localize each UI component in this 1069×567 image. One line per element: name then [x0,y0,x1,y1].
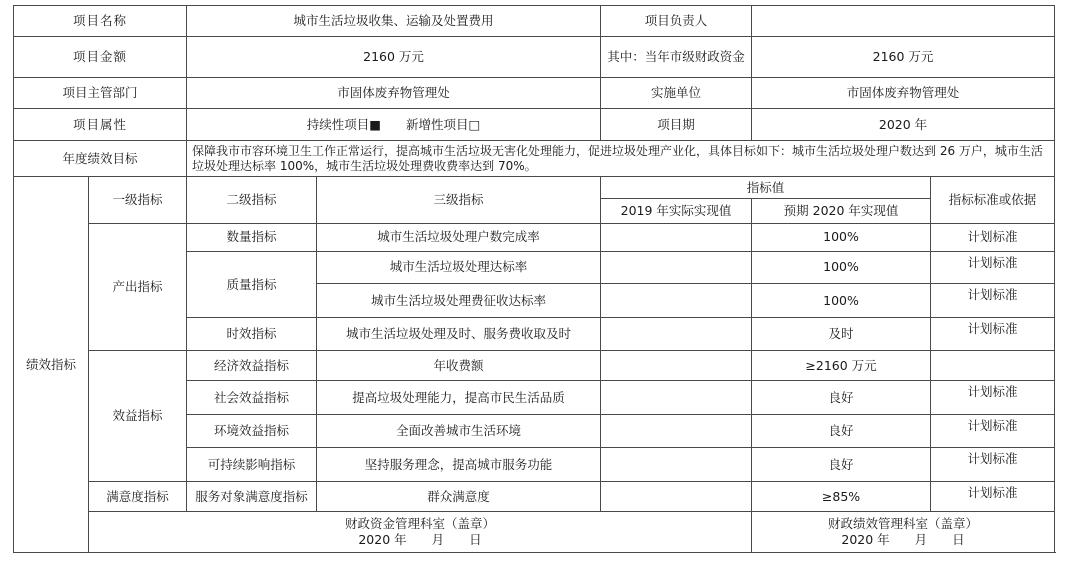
value-2020-cell: ≥2160 万元 [752,350,931,380]
basis-cell: 计划标准 [931,224,1055,251]
level1-benefit: 效益指标 [89,350,187,481]
level2-cell: 社会效益指标 [187,381,317,414]
level3-cell: 城市生活垃圾处理达标率 [317,251,601,283]
level2-cell: 经济效益指标 [187,350,317,380]
annual-goal-label: 年度绩效目标 [14,140,187,177]
level2-cell: 质量指标 [187,251,317,318]
project-leader-value [752,6,1055,37]
implementing-unit-label: 实施单位 [601,78,752,109]
value-2020-cell: 良好 [752,414,931,447]
fiscal-fund-value: 2160 万元 [752,37,1055,78]
basis-cell: 计划标准 [931,318,1055,350]
level2-cell: 可持续影响指标 [187,448,317,481]
row-project-name [14,6,1055,37]
level2-cell: 环境效益指标 [187,414,317,447]
level3-cell: 坚持服务理念，提高城市服务功能 [317,448,601,481]
level2-cell: 数量指标 [187,224,317,251]
value-2019-cell [601,350,752,380]
value-2019-cell [601,481,752,511]
row-department [14,78,1055,109]
basis-cell: 计划标准 [931,481,1055,511]
project-name-value: 城市生活垃圾收集、运输及处置费用 [187,6,601,37]
value-2019-cell [601,224,752,251]
project-period-label: 项目期 [601,109,752,140]
value-2019-cell [601,318,752,350]
finance-fund-office-title: 财政资金管理科室（盖章） [345,516,496,532]
department-value: 市固体废弃物管理处 [187,78,601,109]
performance-indicators-group: 绩效指标 [14,177,89,553]
table-row [14,224,1055,251]
level2-cell: 服务对象满意度指标 [187,481,317,511]
level1-satisfaction: 满意度指标 [89,481,187,511]
basis-cell: 计划标准 [931,381,1055,414]
project-amount-label: 项目金额 [14,37,187,78]
header-level1: 一级指标 [89,177,187,224]
project-period-value: 2020 年 [752,109,1055,140]
value-2019-cell [601,283,752,318]
performance-target-table [13,5,1055,553]
value-2020-cell: 100% [752,251,931,283]
project-attribute-label: 项目属性 [14,109,187,140]
project-leader-label: 项目负责人 [601,6,752,37]
basis-cell: 计划标准 [931,283,1055,318]
level3-cell: 城市生活垃圾处理费征收达标率 [317,283,601,318]
value-2020-cell: 100% [752,283,931,318]
finance-fund-office-seal [89,512,752,553]
header-basis: 指标标准或依据 [931,177,1055,224]
implementing-unit-value: 市固体废弃物管理处 [752,78,1055,109]
annual-goal-value: 保障我市市容环境卫生工作正常运行，提高城市生活垃圾无害化处理能力，促进垃圾处理产业化，具体目标如下：城市生活垃圾处理户数达到 26 万户，城市生活垃圾处理达标率 100%，城市生活垃圾处理费收费率达到 70%。 [187,140,1055,177]
table-row [14,481,1055,511]
value-2020-cell: 良好 [752,448,931,481]
fiscal-fund-label: 其中：当年市级财政资金 [601,37,752,78]
finance-performance-office-seal [752,512,1055,553]
row-project-attribute [14,109,1055,140]
header-indicator-value: 指标值 [601,177,931,198]
table-row [14,350,1055,380]
value-2019-cell [601,414,752,447]
level3-cell: 年收费额 [317,350,601,380]
value-2020-cell: ≥85% [752,481,931,511]
value-2019-cell [601,448,752,481]
finance-performance-office-title: 财政绩效管理科室（盖章） [828,516,979,532]
level3-cell: 城市生活垃圾处理及时、服务费收取及时 [317,318,601,350]
finance-performance-office-date: 2020 年 月 日 [841,532,965,548]
level3-cell: 提高垃圾处理能力，提高市民生活品质 [317,381,601,414]
value-2019-cell [601,381,752,414]
level1-output: 产出指标 [89,224,187,351]
row-signatures [14,512,1055,553]
header-level2: 二级指标 [187,177,317,224]
header-2020-expected: 预期 2020 年实现值 [752,198,931,223]
value-2020-cell: 及时 [752,318,931,350]
level3-cell: 全面改善城市生活环境 [317,414,601,447]
value-2020-cell: 100% [752,224,931,251]
level2-cell: 时效指标 [187,318,317,350]
basis-cell: 计划标准 [931,251,1055,283]
level3-cell: 城市生活垃圾处理户数完成率 [317,224,601,251]
project-attribute-value: 持续性项目■ 新增性项目□ [187,109,601,140]
value-2019-cell [601,251,752,283]
basis-cell: 计划标准 [931,448,1055,481]
row-indicator-header-1 [14,177,1055,198]
finance-fund-office-date: 2020 年 月 日 [358,532,482,548]
department-label: 项目主管部门 [14,78,187,109]
row-project-amount [14,37,1055,78]
header-2019-actual: 2019 年实际实现值 [601,198,752,223]
project-amount-value: 2160 万元 [187,37,601,78]
level3-cell: 群众满意度 [317,481,601,511]
basis-cell [931,350,1055,380]
value-2020-cell: 良好 [752,381,931,414]
basis-cell: 计划标准 [931,414,1055,447]
header-level3: 三级指标 [317,177,601,224]
row-annual-goal [14,140,1055,177]
project-name-label: 项目名称 [14,6,187,37]
